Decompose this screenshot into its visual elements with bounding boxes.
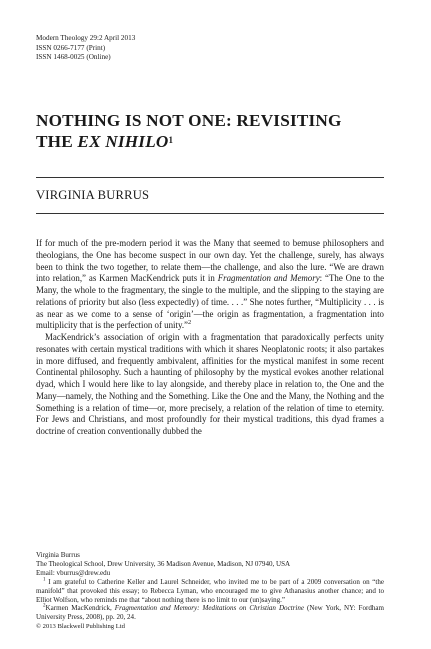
footnote-1-text: I am grateful to Catherine Keller and Laurel Schneider, who invited me to be part of a 2009 conversation on “the manifold” that provoked this essay; to Rebecca Lyman, who encouraged me to give Athanasius another chance; and to Elliot Wolfson, who reminds me that “about nothing there is no limit to our (un)saying.”	[36, 577, 384, 604]
paragraph-1	[36, 238, 384, 332]
title-footnote-mark: 1	[168, 135, 174, 145]
footnote-2-book-title: Fragmentation and Memory: Meditations on Christian Doctrine	[114, 604, 305, 613]
paragraph-2: MacKendrick’s association of origin with a fragmentation that paradoxically perfects unity resonates with certain mystical traditions with which it shares Neoplatonic roots; it also partakes in more diffused, and frequently ambivalent, affinities for the mystical manifest in some recent Continental philosophy. Such a haunting of philosophy by the mystical evokes another relational dyad, which I would here like to lay alongside, and thereby place in relation to, the One and the Many—namely, the Nothing and the Something. Like the One and the Many, the Nothing and the Something is a relation of time—or, more precisely, a relation of the relation of time to eternity. For Jews and Christians, and most profoundly for their mystical traditions, this dyad frames a doctrine of creation conventionally dubbed the	[36, 332, 384, 436]
paragraph-1-text-a: If for much of the pre-modern period it was the Many that seemed to bemuse philosophers and theologians, the One has become suspect in our own day. Yet the challenge, surely, has always been to think the two together, to relate them—the challenge, and also the lure. “We are drawn into relation,” as Karmen MacKendrick puts it in	[36, 238, 384, 284]
book-title-italic: Fragmentation and Memory	[217, 273, 320, 284]
paragraph-1-text-b: : “The One to the Many, the whole to the fragmentary, the single to the multiple, and the slipping to the staying are relations of priority but also (less expectedly) of time. . . .” She notes further, “Multiplicity . . . is as near as we come to a sense of ‘origin’—the origin as fragmentation, a fragmentation into multiplicity that is the perfection of unity.”	[36, 273, 385, 331]
footnote-2-prefix: Karmen MacKendrick,	[45, 604, 115, 613]
issn-online: ISSN 1468-0025 (Online)	[36, 53, 111, 62]
title-italic: EX NIHILO	[77, 132, 169, 151]
title-line-1: NOTHING IS NOT ONE: REVISITING	[36, 111, 342, 130]
copyright-notice: © 2013 Blackwell Publishing Ltd	[36, 623, 125, 630]
journal-citation: Modern Theology 29:2 April 2013	[36, 34, 136, 42]
footnote-ref-2: 2	[188, 319, 192, 327]
article-body	[36, 238, 384, 438]
footer-author-name: Virginia Burrus	[36, 551, 80, 559]
footnote-2-mark: 2	[43, 603, 46, 610]
footnote-2-suffix: (New York, NY: Fordham University Press, 2008), pp. 20, 24.	[36, 604, 384, 622]
author-rule-bottom	[36, 213, 384, 214]
issn-print: ISSN 0266-7177 (Print)	[36, 43, 106, 52]
article-title	[36, 110, 396, 152]
footnote-1-mark: 1	[43, 576, 46, 583]
footer-affiliation: The Theological School, Drew University, 36 Madison Avenue, Madison, NJ 07940, USA	[36, 559, 291, 568]
journal-info	[36, 34, 135, 63]
footer-email: Email: vburrus@drew.edu	[36, 568, 111, 577]
author-name: VIRGINIA BURRUS	[36, 188, 150, 202]
author-rule-top	[36, 177, 384, 178]
footnotes	[36, 551, 384, 622]
title-prefix: THE	[36, 132, 78, 151]
footnote-2	[36, 604, 384, 622]
footnote-1	[36, 578, 384, 605]
title-line-2	[36, 131, 396, 152]
